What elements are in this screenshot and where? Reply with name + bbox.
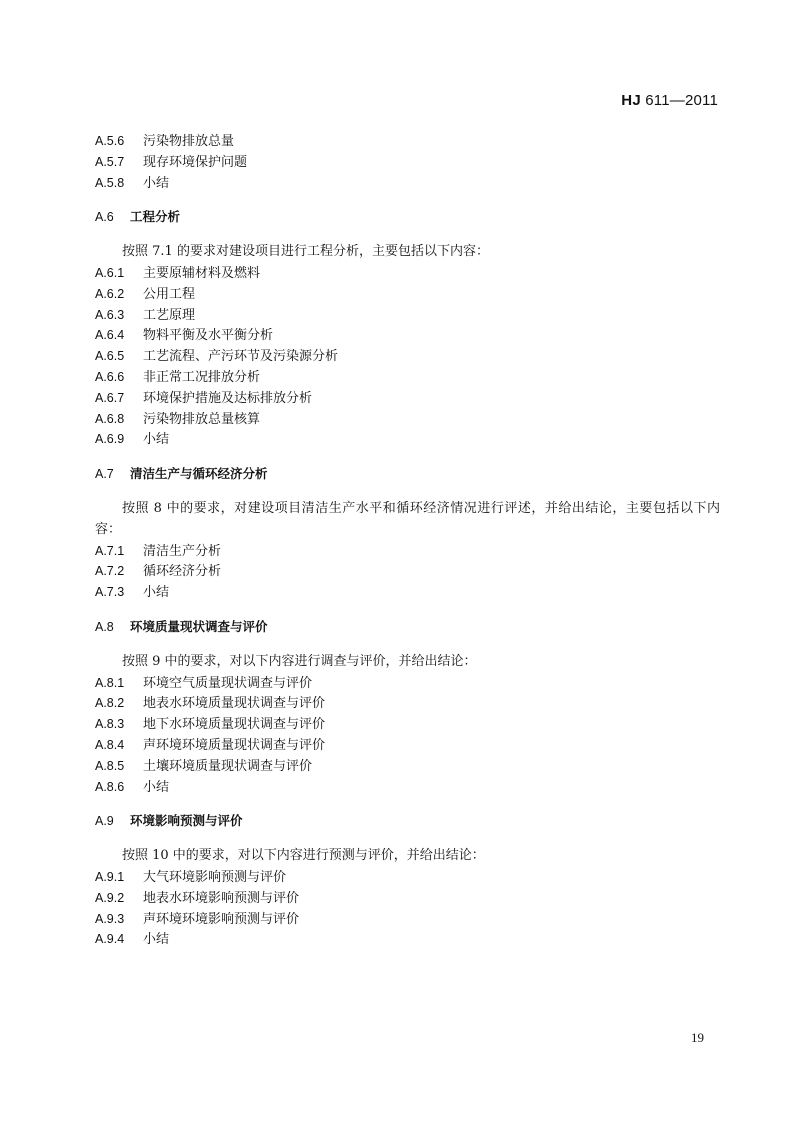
item-number: A.9.4 [95,932,125,947]
list-item [95,693,720,714]
standard-number: 611—2011 [640,92,718,109]
list-item [95,909,720,930]
list-item [95,305,720,326]
standard-code: HJ [621,92,641,109]
list-item [95,152,720,173]
item-text: 工艺原理 [143,307,196,323]
item-number: A.6.3 [95,307,125,322]
item-number: A.9.1 [95,869,125,884]
item-number: A.6.7 [95,390,125,405]
list-item [95,929,720,950]
item-text: 声环境环境影响预测与评价 [143,911,300,927]
item-text: 主要原辅材料及燃料 [143,265,261,281]
item-number: A.6.5 [95,349,125,364]
item-text: 地表水环境影响预测与评价 [143,890,300,906]
item-number: A.7.2 [95,564,125,579]
list-item [95,429,720,450]
item-text: 土壤环境质量现状调查与评价 [143,758,313,774]
list-item [95,388,720,409]
section-title: 工程分析 [130,209,181,225]
item-text: 小结 [143,932,170,948]
item-number: A.8.2 [95,696,125,711]
item-number: A.5.7 [95,154,125,169]
section-heading-a8 [95,617,720,638]
item-number: A.8.1 [95,675,125,690]
section-intro: 按照 7.1 的要求对建设项目进行工程分析，主要包括以下内容： [122,244,489,260]
list-item [95,582,720,603]
list-item [95,284,720,305]
item-number: A.5.6 [95,134,125,148]
section-title: 环境质量现状调查与评价 [130,618,268,634]
section-a8-list [95,673,720,798]
section-title: 环境影响预测与评价 [130,813,243,829]
section-a7-list [95,541,720,603]
section-a9-list [95,867,720,950]
list-item [95,541,720,562]
list-item [95,673,720,694]
item-text: 清洁生产分析 [143,543,222,559]
item-number: A.7.3 [95,585,125,600]
item-text: 小结 [143,432,170,448]
item-number: A.8.4 [95,737,125,752]
item-text: 循环经济分析 [143,564,222,580]
item-text: 现存环境保护问题 [143,154,248,170]
list-item [95,777,720,798]
item-number: A.6.2 [95,286,125,301]
section-number: A.7 [95,467,114,482]
item-text: 大气环境影响预测与评价 [143,869,287,885]
item-number: A.7.1 [95,543,125,558]
item-text: 污染物排放总量 [143,134,235,149]
page-number: 19 [691,1030,704,1045]
item-number: A.6.6 [95,369,125,384]
list-item [95,561,720,582]
list-item [95,409,720,430]
item-text: 地下水环境质量现状调查与评价 [143,717,326,733]
section-title: 清洁生产与循环经济分析 [130,466,268,482]
item-number: A.8.6 [95,779,125,794]
list-item [95,131,720,152]
list-item [95,325,720,346]
section-heading-a9 [95,811,720,832]
list-item [95,888,720,909]
list-item [95,173,720,194]
item-text: 污染物排放总量核算 [143,411,261,427]
item-number: A.5.8 [95,175,125,190]
item-number: A.8.5 [95,758,125,773]
item-text: 环境保护措施及达标排放分析 [143,390,313,406]
item-text: 公用工程 [143,286,196,302]
list-item [95,714,720,735]
item-text: 物料平衡及水平衡分析 [143,328,274,344]
section-a5-list [95,131,720,193]
list-item [95,735,720,756]
section-number: A.8 [95,619,114,634]
item-text: 小结 [143,585,170,601]
item-number: A.9.2 [95,890,125,905]
section-intro: 按照 8 中的要求，对建设项目清洁生产水平和循环经济情况进行评述，并给出结论，主要包括以下内容： [95,500,720,537]
item-number: A.9.3 [95,911,125,926]
section-intro: 按照 9 中的要求，对以下内容进行调查与评价，并给出结论： [122,653,477,669]
section-heading-a6 [95,207,720,228]
item-text: 工艺流程、产污环节及污染源分析 [143,349,339,365]
list-item [95,756,720,777]
section-a6-list [95,263,720,450]
section-number: A.6 [95,210,114,225]
item-text: 声环境环境质量现状调查与评价 [143,737,326,753]
list-item [95,263,720,284]
item-text: 小结 [143,175,170,191]
list-item [95,367,720,388]
item-text: 环境空气质量现状调查与评价 [143,675,313,691]
item-text: 非正常工况排放分析 [143,369,261,385]
section-number: A.9 [95,814,114,829]
page-header [621,92,718,109]
item-number: A.6.1 [95,265,125,280]
item-text: 地表水环境质量现状调查与评价 [143,696,326,712]
item-number: A.6.9 [95,432,125,447]
document-body [95,131,720,950]
item-number: A.6.4 [95,328,125,343]
section-heading-a7 [95,464,720,485]
list-item [95,867,720,888]
item-number: A.8.3 [95,717,125,732]
section-intro: 按照 10 中的要求，对以下内容进行预测与评价，并给出结论： [122,848,485,864]
list-item [95,346,720,367]
item-text: 小结 [143,779,170,795]
item-number: A.6.8 [95,411,125,426]
